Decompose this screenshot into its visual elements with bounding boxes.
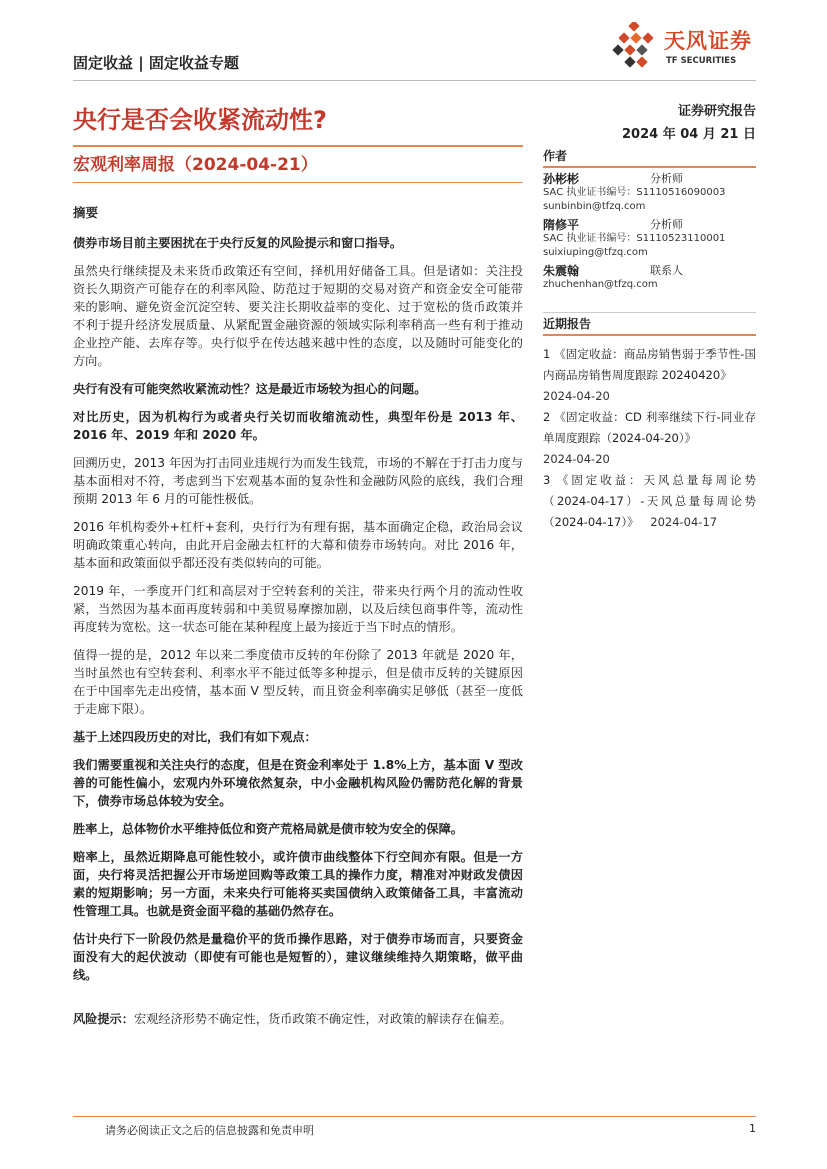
report-type: 证券研究报告 xyxy=(677,104,756,119)
abstract-paragraph: 我们需要重视和关注央行的态度，但是在资金利率处于 1.8%上方，基本面 V 型改善的可能性偏小，宏观内外环境依然复杂，中小金融机构风险仍需防范化解的背景下，债券市场总体较为安全。 xyxy=(73,758,523,808)
author-name: 隋修平 xyxy=(543,218,580,232)
logo-mark-icon xyxy=(612,22,660,70)
recent-report-date: 2024-04-17 xyxy=(650,515,718,529)
recent-report-date: 2024-04-20 xyxy=(543,389,610,403)
recent-reports-heading: 近期报告 xyxy=(543,312,756,336)
author-name: 孙彬彬 xyxy=(543,172,580,186)
company-logo xyxy=(612,22,762,70)
recent-report-title[interactable]: 2 《固定收益：CD 利率继续下行-同业存单周度跟踪（2024-04-20）》 xyxy=(543,410,756,445)
report-date: 2024 年 04 月 21 日 xyxy=(622,127,756,142)
recent-report-date: 2024-04-20 xyxy=(543,452,610,466)
recent-report-title[interactable]: 3 《固定收益：天风总量每周论势（2024-04-17）-天风总量每周论势（2024-04-17）》 xyxy=(543,473,756,529)
report-section-label: 固定收益 | 固定收益专题 xyxy=(73,54,239,72)
author-role: 联系人 xyxy=(650,264,683,277)
author-cert: SAC 执业证书编号：S1110516090003 xyxy=(543,187,726,198)
footer-disclaimer: 请务必阅读正文之后的信息披露和免责申明 xyxy=(105,1124,314,1137)
abstract-paragraph: 胜率上，总体物价水平维持低位和资产荒格局就是债市较为安全的保障。 xyxy=(73,822,463,836)
risk-warning-text: 宏观经济形势不确定性，货币政策不确定性，对政策的解读存在偏差。 xyxy=(133,1012,512,1026)
abstract-section xyxy=(73,200,523,1038)
logo-name: 天风证券 xyxy=(664,29,752,53)
subtitle-divider xyxy=(73,182,523,183)
risk-warning xyxy=(73,1010,523,1028)
recent-report-item[interactable] xyxy=(543,470,756,533)
logo-english-name: TF SECURITIES xyxy=(666,56,737,66)
abstract-paragraph: 央行有没有可能突然收紧流动性？这是最近市场较为担心的问题。 xyxy=(73,382,427,396)
title-divider xyxy=(73,145,523,147)
abstract-paragraph: 债券市场目前主要困扰在于央行反复的风险提示和窗口指导。 xyxy=(73,236,403,250)
author-email[interactable]: sunbinbin@tfzq.com xyxy=(543,201,646,212)
author-email[interactable]: zhuchenhan@tfzq.com xyxy=(543,279,658,290)
author-role: 分析师 xyxy=(650,218,683,231)
recent-report-title[interactable]: 1 《固定收益：商品房销售弱于季节性-国内商品房销售周度跟踪 20240420》 xyxy=(543,347,756,382)
recent-report-item[interactable] xyxy=(543,344,756,407)
author-cert: SAC 执业证书编号：S1110523110001 xyxy=(543,233,726,244)
abstract-paragraph: 虽然央行继续提及未来货币政策还有空间，择机用好储备工具。但是诸如：关注投资长久期资产可能存在的利率风险、防范过于短期的交易对资产和资金安全可能带来的影响、避免资金沉淀空转、要关注长期收益率的变化、过于宽松的货币政策并不利于提升经济发展质量、从紧配置金融资源的领域实际利率稍高一些有利于推动企业控产能、去库存等。央行似乎在传达越来越中性的态度，以及随时可能变化的方向。 xyxy=(73,264,523,368)
abstract-paragraph: 回溯历史，2013 年因为打击同业违规行为而发生钱荒，市场的不解在于打击力度与基本面相对不符，考虑到当下宏观基本面的复杂性和金融防风险的底线，我们合理预期 2013 年 6 月的可能性极低。 xyxy=(73,456,523,506)
author-entry xyxy=(543,218,756,260)
abstract-paragraph: 赔率上，虽然近期降息可能性较小，或许债市曲线整体下行空间亦有限。但是一方面，央行将灵活把握公开市场逆回购等政策工具的操作力度，精准对冲财政发债因素的短期影响；另一方面，未来央行可能将买卖国债纳入政策储备工具，丰富流动性管理工具。也就是资金面平稳的基础仍然存在。 xyxy=(73,850,523,918)
abstract-paragraph: 2019 年，一季度开门红和高层对于空转套利的关注，带来央行两个月的流动性收紧，当然因为基本面再度转弱和中美贸易摩擦加剧，以及后续包商事件等，流动性再度转为宽松。这一状态可能在某种程度上最为接近于当下时点的情形。 xyxy=(73,584,523,634)
report-subtitle: 宏观利率周报（2024-04-21） xyxy=(73,155,318,175)
authors-heading: 作者 xyxy=(543,147,756,168)
recent-reports-list xyxy=(543,344,756,533)
abstract-paragraph: 2016 年机构委外+杠杆+套利，央行行为有理有据，基本面确定企稳，政治局会议明确政策重心转向，由此开启金融去杠杆的大幕和债券市场转向。对比 2016 年，基本面和政策面似乎都还没有类似转向的可能。 xyxy=(73,520,523,570)
sidebar xyxy=(543,147,756,533)
abstract-paragraph: 基于上述四段历史的对比，我们有如下观点： xyxy=(73,730,317,744)
abstract-heading: 摘要 xyxy=(73,205,99,220)
author-entry xyxy=(543,264,756,292)
abstract-paragraph: 估计央行下一阶段仍然是量稳价平的货币操作思路，对于债券市场而言，只要资金面没有大的起伏波动（即使有可能也是短暂的），建议继续维持久期策略，做平曲线。 xyxy=(73,932,523,982)
author-email[interactable]: suixiuping@tfzq.com xyxy=(543,247,648,258)
author-entry xyxy=(543,172,756,214)
footer-divider xyxy=(73,1116,756,1117)
risk-warning-label: 风险提示： xyxy=(73,1012,134,1026)
abstract-paragraph: 对比历史，因为机构行为或者央行关切而收缩流动性，典型年份是 2013 年、2016 年、2019 年和 2020 年。 xyxy=(73,410,523,442)
report-title: 央行是否会收紧流动性? xyxy=(73,106,327,134)
page-number: 1 xyxy=(749,1122,756,1135)
recent-report-item[interactable] xyxy=(543,407,756,470)
header-divider xyxy=(73,80,756,81)
author-role: 分析师 xyxy=(650,172,683,185)
abstract-paragraph: 值得一提的是，2012 年以来二季度债市反转的年份除了 2013 年就是 2020 年，当时虽然也有空转套利、利率水平不能过低等多种提示，但是债市反转的关键原因在于中国率先走出疫情，基本面 V 型反转，而且资金利率确实足够低（甚至一度低于走廊下限）。 xyxy=(73,648,523,716)
author-name: 朱震翰 xyxy=(543,264,580,278)
